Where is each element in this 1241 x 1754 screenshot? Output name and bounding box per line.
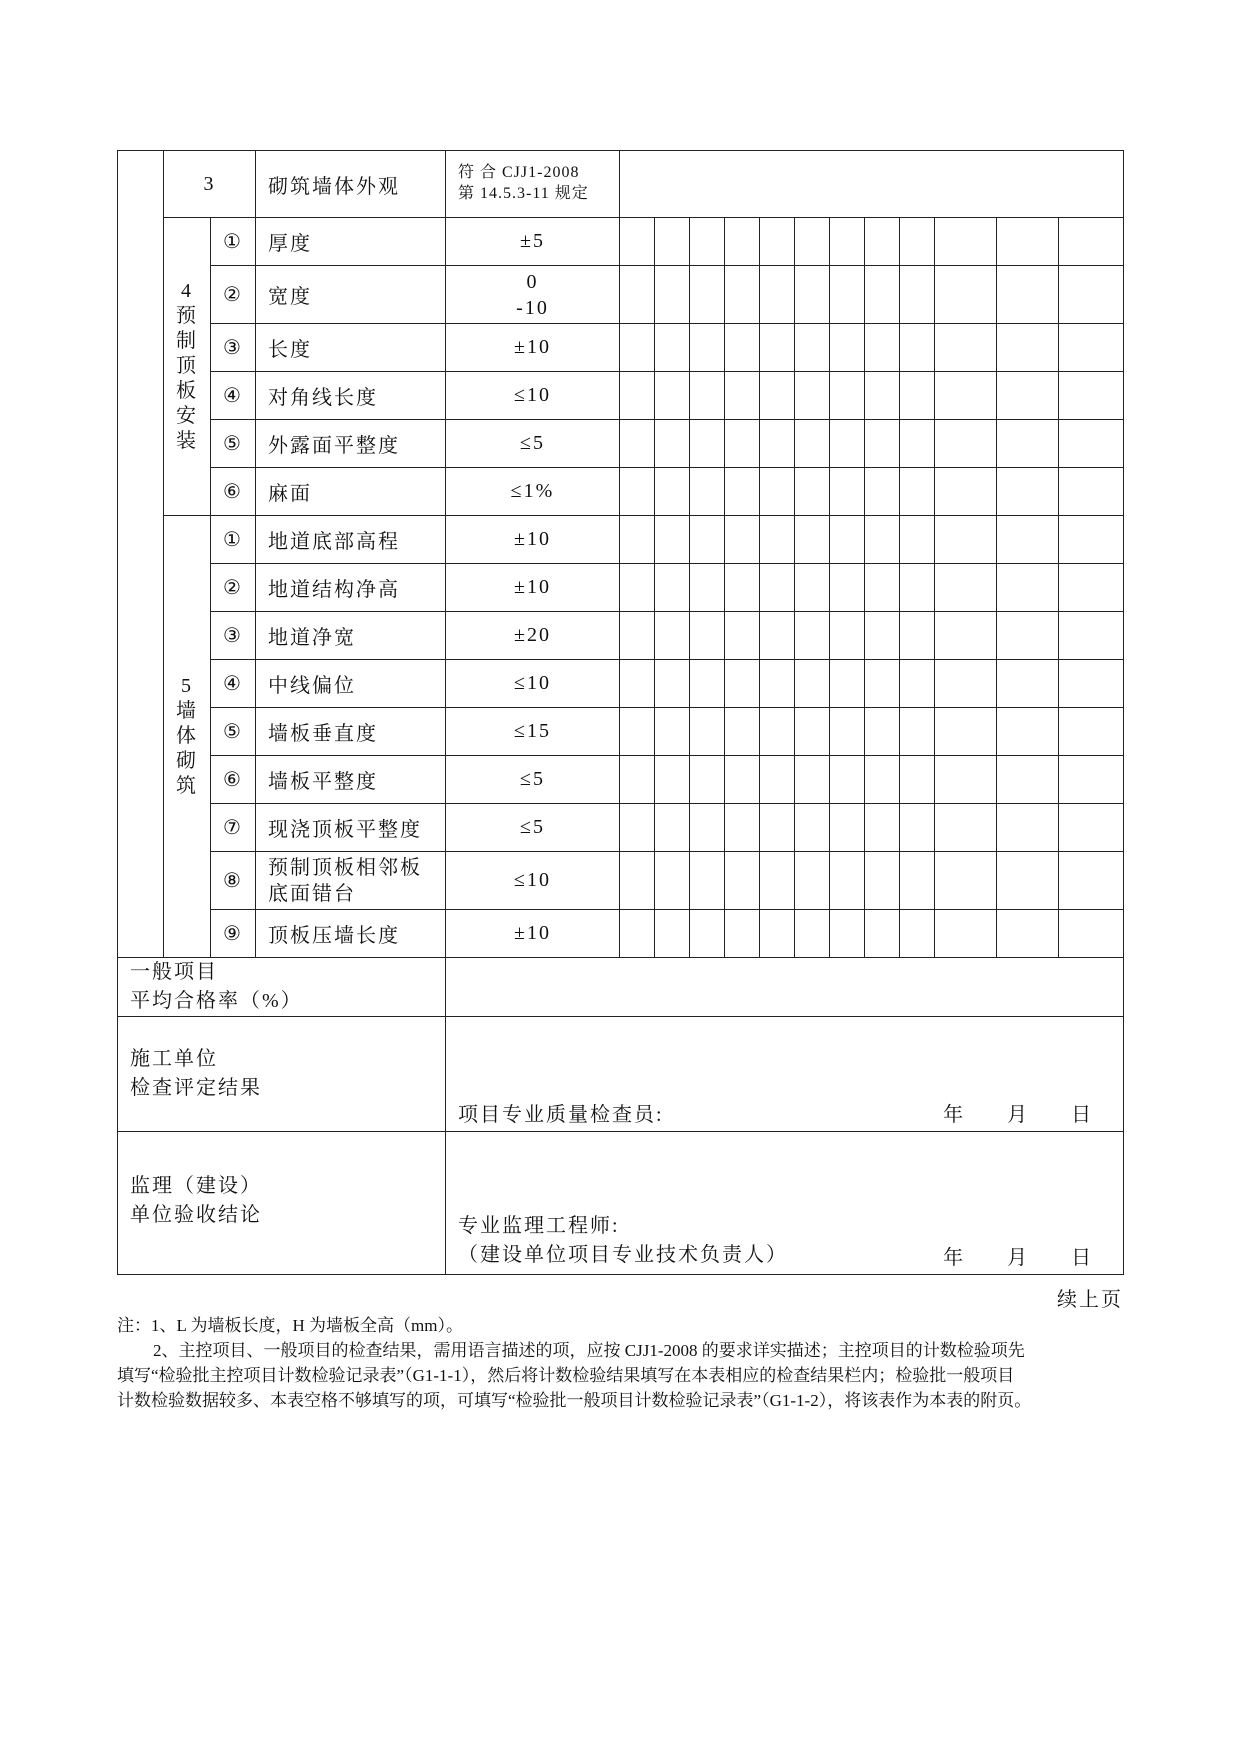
item-name: 顶板压墙长度: [256, 910, 446, 958]
item-name: 预制顶板相邻板 底面错台: [256, 852, 446, 910]
tolerance: ≤10: [446, 372, 620, 420]
sub-index: ⑨: [211, 910, 256, 958]
continued-label: 续上页: [1057, 1289, 1123, 1311]
item-name: 中线偏位: [256, 660, 446, 708]
sub-index: ④: [211, 660, 256, 708]
date-fields: 年 月 日: [943, 1247, 1094, 1269]
table-row: [118, 266, 1124, 324]
table-row: [118, 660, 1124, 708]
tolerance: 0 -10: [446, 266, 620, 324]
notes: [117, 1313, 1127, 1413]
table-row: [118, 372, 1124, 420]
sub-index: ①: [211, 218, 256, 266]
sub-index: ⑦: [211, 804, 256, 852]
tolerance: ≤10: [446, 852, 620, 910]
supervision-row: [118, 1132, 1124, 1275]
item-name: 对角线长度: [256, 372, 446, 420]
sub-index: ⑤: [211, 708, 256, 756]
table-row: [118, 151, 1124, 218]
supervisor-label: 专业监理工程师: （建设单位项目专业技术负责人）: [458, 1215, 788, 1266]
item-name: 墙板平整度: [256, 756, 446, 804]
note-1: 注：1、L 为墙板长度，H 为墙板全高（mm）。: [117, 1316, 463, 1335]
table-row: [118, 756, 1124, 804]
inspection-table: [117, 150, 1124, 1275]
item-name: 宽度: [256, 266, 446, 324]
supervision-label: 监理（建设） 单位验收结论: [118, 1132, 446, 1275]
sub-index: ③: [211, 612, 256, 660]
sub-index: ④: [211, 372, 256, 420]
item-standard: 符 合 CJJ1-2008 第 14.5.3-11 规定: [446, 151, 620, 218]
tolerance: ±5: [446, 218, 620, 266]
tolerance: ≤5: [446, 804, 620, 852]
sub-index: ③: [211, 324, 256, 372]
group4-label: 4 预 制 顶 板 安 装: [164, 218, 211, 516]
note-2: 2、主控项目、一般项目的检查结果，需用语言描述的项，应按 CJJ1-2008 的要求详实描述；主控项目的计数检验项先: [153, 1341, 1025, 1360]
item-name: 地道底部高程: [256, 516, 446, 564]
sub-index: ①: [211, 516, 256, 564]
item-name: 现浇顶板平整度: [256, 804, 446, 852]
sub-index: ⑤: [211, 420, 256, 468]
table-row: [118, 564, 1124, 612]
sub-index: ⑧: [211, 852, 256, 910]
tolerance: ≤5: [446, 420, 620, 468]
table-row: [118, 852, 1124, 910]
construction-sign-cell: [446, 1017, 1124, 1132]
table-row: [118, 804, 1124, 852]
result-cell: [620, 151, 1124, 218]
tolerance: ±10: [446, 324, 620, 372]
construction-row: [118, 1017, 1124, 1132]
table-row: [118, 468, 1124, 516]
table-row: [118, 612, 1124, 660]
tolerance: ±10: [446, 516, 620, 564]
item-name: 厚度: [256, 218, 446, 266]
tolerance: ≤5: [446, 756, 620, 804]
tolerance: ≤10: [446, 660, 620, 708]
item-name: 地道结构净高: [256, 564, 446, 612]
sub-index: ②: [211, 564, 256, 612]
item-name: 砌筑墙体外观: [256, 151, 446, 218]
sub-index: ②: [211, 266, 256, 324]
table-row: [118, 218, 1124, 266]
note-2-cont: 计数检验数据较多、本表空格不够填写的项，可填写“检验批一般项目计数检验记录表”（G1-1-2），将该表作为本表的附页。: [117, 1391, 1032, 1410]
general-value: [446, 958, 1124, 1017]
supervision-sign-cell: [446, 1132, 1124, 1275]
item-name: 地道净宽: [256, 612, 446, 660]
inspector-label: 项目专业质量检查员:: [458, 1104, 664, 1126]
item-number: 3: [164, 151, 256, 218]
tolerance: ≤15: [446, 708, 620, 756]
table-row: [118, 324, 1124, 372]
item-name: 麻面: [256, 468, 446, 516]
item-name: 长度: [256, 324, 446, 372]
tolerance: ±10: [446, 564, 620, 612]
sub-index: ⑥: [211, 468, 256, 516]
date-fields: 年 月 日: [943, 1104, 1094, 1126]
note-2-cont: 填写“检验批主控项目计数检验记录表”（G1-1-1），然后将计数检验结果填写在本表相应的检查结果栏内；检验批一般项目: [117, 1366, 1015, 1385]
table-row: [118, 708, 1124, 756]
outer-category-cell: [118, 151, 164, 958]
general-label: 一般项目 平均合格率（%）: [118, 958, 446, 1017]
tolerance: ±20: [446, 612, 620, 660]
item-name: 墙板垂直度: [256, 708, 446, 756]
table-row: [118, 516, 1124, 564]
item-name: 外露面平整度: [256, 420, 446, 468]
tolerance: ≤1%: [446, 468, 620, 516]
general-pass-rate-row: [118, 958, 1124, 1017]
tolerance: ±10: [446, 910, 620, 958]
table-row: [118, 420, 1124, 468]
group5-label: 5 墙 体 砌 筑: [164, 516, 211, 958]
sub-index: ⑥: [211, 756, 256, 804]
construction-label: 施工单位 检查评定结果: [118, 1017, 446, 1132]
table-row: [118, 910, 1124, 958]
